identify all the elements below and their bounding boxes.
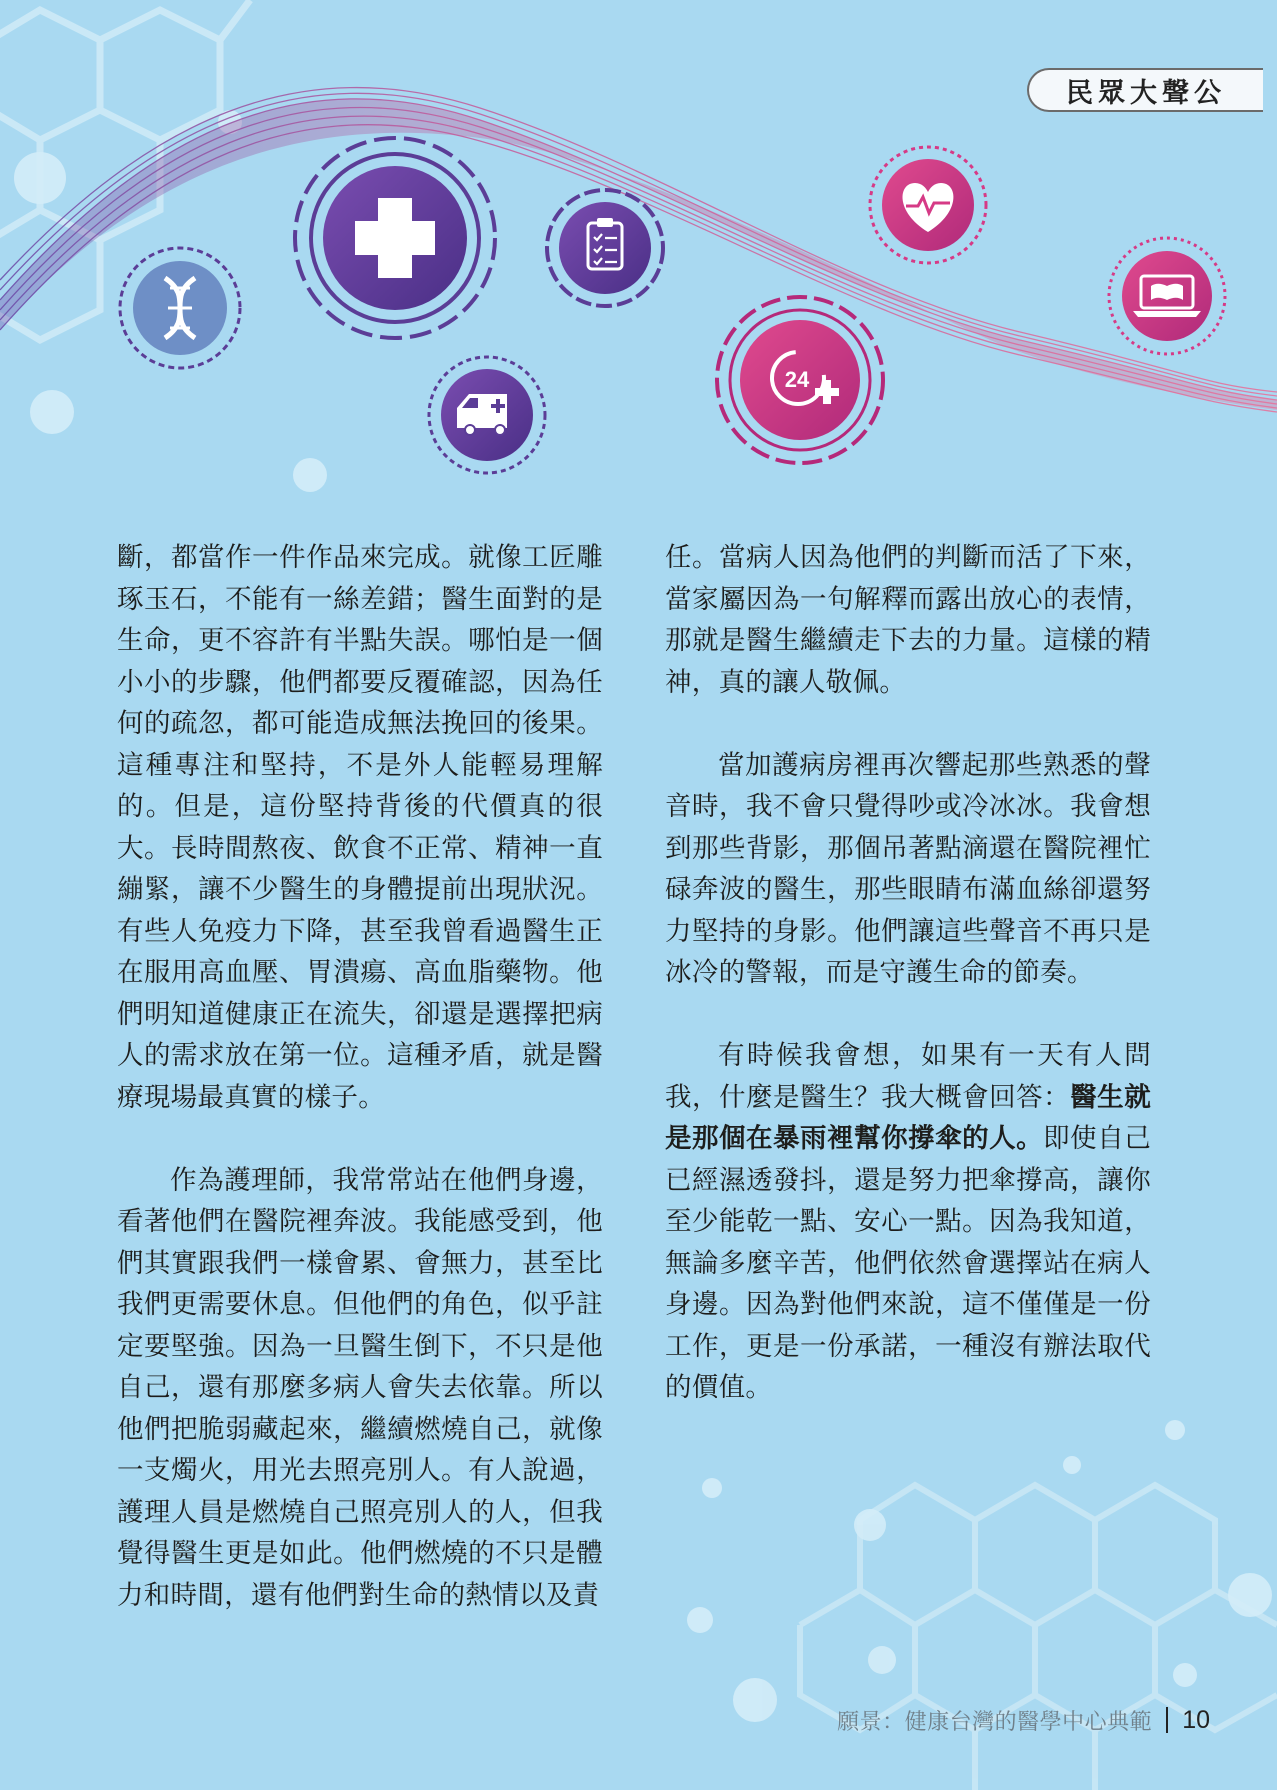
laptop-book-icon bbox=[1109, 238, 1225, 354]
paragraph-4: 當加護病房裡再次響起那些熟悉的聲音時，我不會只覺得吵或冷冰冰。我會想到那些背影，那個吊著點滴還在醫院裡忙碌奔波的醫生，那些眼睛布滿血絲卻還努力堅持的身影。他們讓這些聲音不再只是冰冷的警報，而是守護生命的節奏。 bbox=[665, 749, 1151, 988]
medical-cross-icon bbox=[295, 138, 495, 338]
svg-text:24: 24 bbox=[784, 367, 810, 392]
section-tag: 民眾大聲公 bbox=[1027, 68, 1263, 112]
highlight-quote: 醫生就是那個在暴雨裡幫你撐傘的人。 bbox=[665, 1081, 1151, 1154]
heartbeat-icon bbox=[870, 147, 986, 263]
paragraph-3: 任。當病人因為他們的判斷而活了下來，當家屬因為一句解釋而露出放心的表情，那就是醫生繼續走下去的力量。這樣的精神，真的讓人敬佩。 bbox=[665, 542, 1151, 698]
paragraph-5 bbox=[665, 1035, 1151, 1409]
article-column-right bbox=[665, 537, 1151, 1450]
paragraph-5-lead: 有時候我會想，如果有一天有人問我，什麼是醫生？我大概會回答： bbox=[665, 1040, 1151, 1113]
paragraph-5-tail: 即使自己已經濕透發抖，還是努力把傘撐高，讓你至少能乾一點、安心一點。因為我知道，無論多麼辛苦，他們依然會選擇站在病人身邊。因為對他們來說，這不僅僅是一份工作，更是一份承諾，一種沒有辦法取代的價值。 bbox=[665, 1123, 1152, 1403]
article-column-left bbox=[117, 537, 603, 1658]
footer-divider bbox=[1166, 1707, 1168, 1733]
paragraph-1: 斷，都當作一件作品來完成。就像工匠雕琢玉石，不能有一絲差錯；醫生面對的是生命，更不容許有半點失誤。哪怕是一個小小的步驟，他們都要反覆確認，因為任何的疏忽，都可能造成無法挽回的後果。這種專注和堅持，不是外人能輕易理解的。但是，這份堅持背後的代價真的很大。長時間熬夜、飲食不正常、精神一直繃緊，讓不少醫生的身體提前出現狀況。有些人免疫力下降，甚至我曾看過醫生正在服用高血壓、胃潰瘍、高血脂藥物。他們明知道健康正在流失，卻還是選擇把病人的需求放在第一位。這種矛盾，就是醫療現場最真實的樣子。 bbox=[117, 542, 603, 1113]
footer-caption: 願景：健康台灣的醫學中心典範 bbox=[837, 1709, 1153, 1735]
paragraph-2: 作為護理師，我常常站在他們身邊，看著他們在醫院裡奔波。我能感受到，他們其實跟我們一樣會累、會無力，甚至比我們更需要休息。但他們的角色，似乎註定要堅強。因為一旦醫生倒下，不只是他自己，還有那麼多病人會失去依靠。所以他們把脆弱藏起來，繼續燃燒自己，就像一支燭火，用光去照亮別人。有人說過，護理人員是燃燒自己照亮別人的人，但我覺得醫生更是如此。他們燃燒的不只是體力和時間，還有他們對生命的熱情以及責 bbox=[117, 1164, 603, 1611]
24-hour-care-icon bbox=[717, 297, 883, 463]
page-footer bbox=[837, 1702, 1210, 1738]
ambulance-icon bbox=[429, 357, 545, 473]
page-number: 10 bbox=[1182, 1705, 1210, 1734]
clipboard-checklist-icon bbox=[547, 190, 663, 306]
hexagon-nodes-bottom bbox=[687, 1420, 1272, 1722]
dna-icon bbox=[120, 248, 240, 368]
